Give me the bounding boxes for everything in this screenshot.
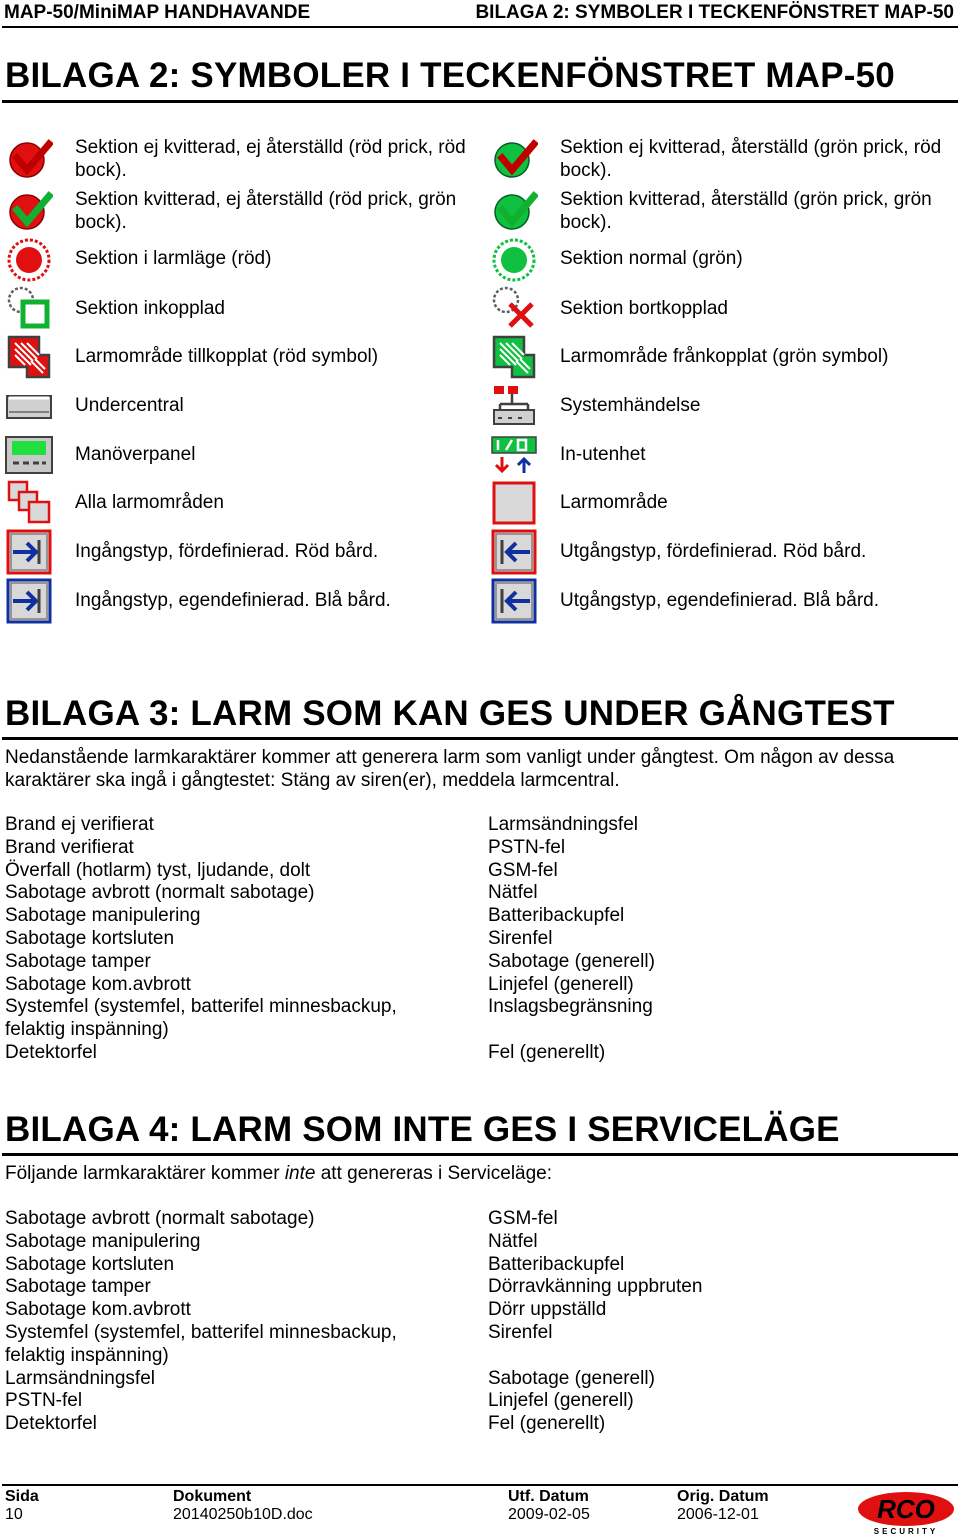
section-connected-icon — [5, 284, 53, 332]
list-item: Sabotage manipulering — [5, 905, 201, 927]
symbol-label: Systemhändelse — [560, 395, 701, 416]
list-item: Fel (generellt) — [488, 1413, 606, 1435]
symbol-label: Utgångstyp, egendefinierad. Blå bård. — [560, 590, 879, 611]
list-item: Sabotage kortsluten — [5, 927, 175, 949]
list-item: Sabotage tamper — [5, 950, 151, 972]
list-item: Nätfel — [488, 1230, 538, 1252]
alarm-area-red-icon — [5, 333, 53, 381]
list-item: Sabotage (generell) — [488, 1367, 655, 1389]
bilaga3-rule — [2, 737, 958, 740]
list-item: Sabotage (generell) — [488, 950, 655, 972]
list-item: PSTN-fel — [5, 1390, 83, 1412]
symbol-row — [490, 431, 955, 479]
symbol-label: Ingångstyp, egendefinierad. Blå bård. — [75, 590, 391, 611]
symbol-label: Sektion kvitterad, ej återställd (röd prick, grön bock). — [75, 189, 457, 233]
symbol-row — [5, 479, 475, 527]
list-item: Brand verifierat — [5, 836, 134, 858]
bilaga3-list-left — [5, 814, 397, 1065]
list-item: Överfall (hotlarm) tyst, ljudande, dolt — [5, 859, 311, 881]
list-item: Detektorfel — [5, 1041, 97, 1063]
symbol-label: Sektion inkopplad — [75, 298, 225, 319]
list-item: Brand ej verifierat — [5, 814, 154, 835]
symbol-label: Sektion i larmläge (röd) — [75, 248, 272, 269]
symbol-label: Manöverpanel — [75, 444, 196, 465]
alarm-area-icon — [490, 479, 538, 527]
footer-created-value: 2009-02-05 — [508, 1506, 590, 1523]
logo-text: RCO — [877, 1494, 935, 1524]
list-item: Fel (generellt) — [488, 1041, 606, 1063]
alarm-area-green-icon — [490, 333, 538, 381]
control-panel-icon — [5, 431, 53, 479]
symbol-label: Sektion ej kvitterad, ej återställd (röd prick, röd bock). — [75, 137, 466, 181]
symbol-row — [490, 382, 955, 430]
symbol-row — [490, 188, 955, 236]
symbol-row — [5, 188, 475, 236]
list-item: Larmsändningsfel — [5, 1367, 155, 1389]
list-item: Dörravkänning uppbruten — [488, 1276, 703, 1298]
list-item: Linjefel (generell) — [488, 973, 634, 995]
output-predefined-icon — [490, 528, 538, 576]
symbol-label: Larmområde frånkopplat (grön symbol) — [560, 346, 889, 367]
bilaga3-list-right — [488, 814, 655, 1065]
symbol-row — [5, 431, 475, 479]
list-item: Batteribackupfel — [488, 905, 625, 927]
list-item: Detektorfel — [5, 1413, 97, 1435]
symbol-row — [490, 236, 955, 284]
subcentral-icon — [5, 382, 53, 430]
input-custom-icon — [5, 577, 53, 625]
footer-rule — [2, 1484, 958, 1486]
bilaga4-intro — [5, 1162, 945, 1185]
intro-emphasis: inte — [284, 1163, 316, 1184]
list-item: Sabotage tamper — [5, 1276, 151, 1298]
bilaga3-title: BILAGA 3: LARM SOM KAN GES UNDER GÅNGTEST — [5, 694, 895, 733]
section-disconnected-icon — [490, 284, 538, 332]
list-item: Inslagsbegränsning — [488, 996, 653, 1018]
symbol-row — [5, 284, 475, 332]
symbol-row — [5, 333, 475, 381]
bilaga4-title: BILAGA 4: LARM SOM INTE GES I SERVICELÄGE — [5, 1110, 840, 1149]
list-item: felaktig inspänning) — [5, 1019, 169, 1041]
list-item: Sirenfel — [488, 1321, 553, 1343]
list-item: Dörr uppställd — [488, 1299, 607, 1321]
intro-text: att genereras i Serviceläge: — [315, 1163, 553, 1184]
symbol-row — [490, 284, 955, 332]
list-item: GSM-fel — [488, 859, 558, 881]
list-item: Sabotage kortsluten — [5, 1253, 175, 1275]
list-item: GSM-fel — [488, 1208, 558, 1229]
io-unit-icon — [490, 431, 538, 479]
symbol-label: Undercentral — [75, 395, 184, 416]
bilaga2-rule — [2, 100, 958, 103]
list-item: Larmsändningsfel — [488, 814, 638, 835]
list-item: Sabotage kom.avbrott — [5, 973, 191, 995]
symbol-row — [5, 236, 475, 284]
symbol-row — [490, 136, 955, 184]
list-item: Nätfel — [488, 882, 538, 904]
footer-document-value: 20140250b10D.doc — [173, 1506, 313, 1523]
symbol-row — [5, 136, 475, 184]
logo-subtext: SECURITY — [873, 1527, 939, 1536]
symbol-row — [490, 528, 955, 576]
symbol-label: Alla larmområden — [75, 492, 224, 513]
symbol-label: Sektion normal (grön) — [560, 248, 743, 269]
footer-page-number: 10 — [5, 1506, 23, 1523]
list-item: Linjefel (generell) — [488, 1390, 634, 1412]
all-alarm-areas-icon — [5, 479, 53, 527]
list-item: Batteribackupfel — [488, 1253, 625, 1275]
bilaga4-list-left — [5, 1208, 397, 1436]
symbol-label: Sektion ej kvitterad, återställd (grön prick, röd bock). — [560, 137, 942, 181]
symbol-row — [5, 382, 475, 430]
symbol-label: Larmområde tillkopplat (röd symbol) — [75, 346, 379, 367]
symbol-row — [490, 333, 955, 381]
bilaga2-title: BILAGA 2: SYMBOLER I TECKENFÖNSTRET MAP-50 — [5, 56, 895, 95]
symbol-label: Utgångstyp, fördefinierad. Röd bård. — [560, 541, 867, 562]
header-rule — [2, 26, 958, 28]
symbol-label: Larmområde — [560, 492, 668, 513]
bilaga4-list-right — [488, 1208, 702, 1436]
input-predefined-icon — [5, 528, 53, 576]
red-alarm-dot-icon — [5, 236, 53, 284]
list-item: Sirenfel — [488, 927, 553, 949]
list-item: Sabotage manipulering — [5, 1230, 201, 1252]
output-custom-icon — [490, 577, 538, 625]
symbol-row — [5, 528, 475, 576]
footer-document-label: Dokument — [173, 1488, 252, 1505]
list-item: Systemfel (systemfel, batterifel minnesbackup, — [5, 1321, 397, 1343]
green-normal-dot-icon — [490, 236, 538, 284]
red-dot-green-check-icon — [5, 188, 53, 236]
footer-original-label: Orig. Datum — [677, 1488, 769, 1505]
intro-text: Följande larmkaraktärer kommer — [5, 1163, 285, 1184]
list-item: Sabotage kom.avbrott — [5, 1299, 191, 1321]
red-dot-red-check-icon — [5, 136, 53, 184]
bilaga3-intro: Nedanstående larmkaraktärer kommer att generera larm som vanligt under gångtest. Om någon av dessa karaktärer ska ingå i gångtestet: Stäng av siren(er), meddela larmcentral. — [5, 747, 895, 791]
footer-created-label: Utf. Datum — [508, 1488, 589, 1505]
list-item: Sabotage avbrott (normalt sabotage) — [5, 1208, 315, 1229]
symbol-row — [490, 479, 955, 527]
symbol-label: Sektion kvitterad, återställd (grön prick, grön bock). — [560, 189, 932, 233]
green-dot-red-check-icon — [490, 136, 538, 184]
footer-page-label: Sida — [5, 1488, 39, 1505]
list-item — [488, 1019, 655, 1042]
list-item: PSTN-fel — [488, 836, 566, 858]
running-header-right: BILAGA 2: SYMBOLER I TECKENFÖNSTRET MAP-50 — [475, 2, 954, 23]
list-item: Sabotage avbrott (normalt sabotage) — [5, 882, 315, 904]
green-dot-green-check-icon — [490, 188, 538, 236]
footer-original-value: 2006-12-01 — [677, 1506, 759, 1523]
system-event-icon — [490, 382, 538, 430]
list-item — [488, 1345, 702, 1368]
bilaga4-rule — [2, 1153, 958, 1156]
symbol-label: Sektion bortkopplad — [560, 298, 728, 319]
symbol-row — [490, 577, 955, 625]
rco-logo — [856, 1490, 956, 1536]
symbol-label: Ingångstyp, fördefinierad. Röd bård. — [75, 541, 379, 562]
running-header-left: MAP-50/MiniMAP HANDHAVANDE — [4, 2, 311, 23]
symbol-row — [5, 577, 475, 625]
list-item: felaktig inspänning) — [5, 1344, 169, 1366]
list-item: Systemfel (systemfel, batterifel minnesbackup, — [5, 996, 397, 1018]
symbol-label: In-utenhet — [560, 444, 646, 465]
